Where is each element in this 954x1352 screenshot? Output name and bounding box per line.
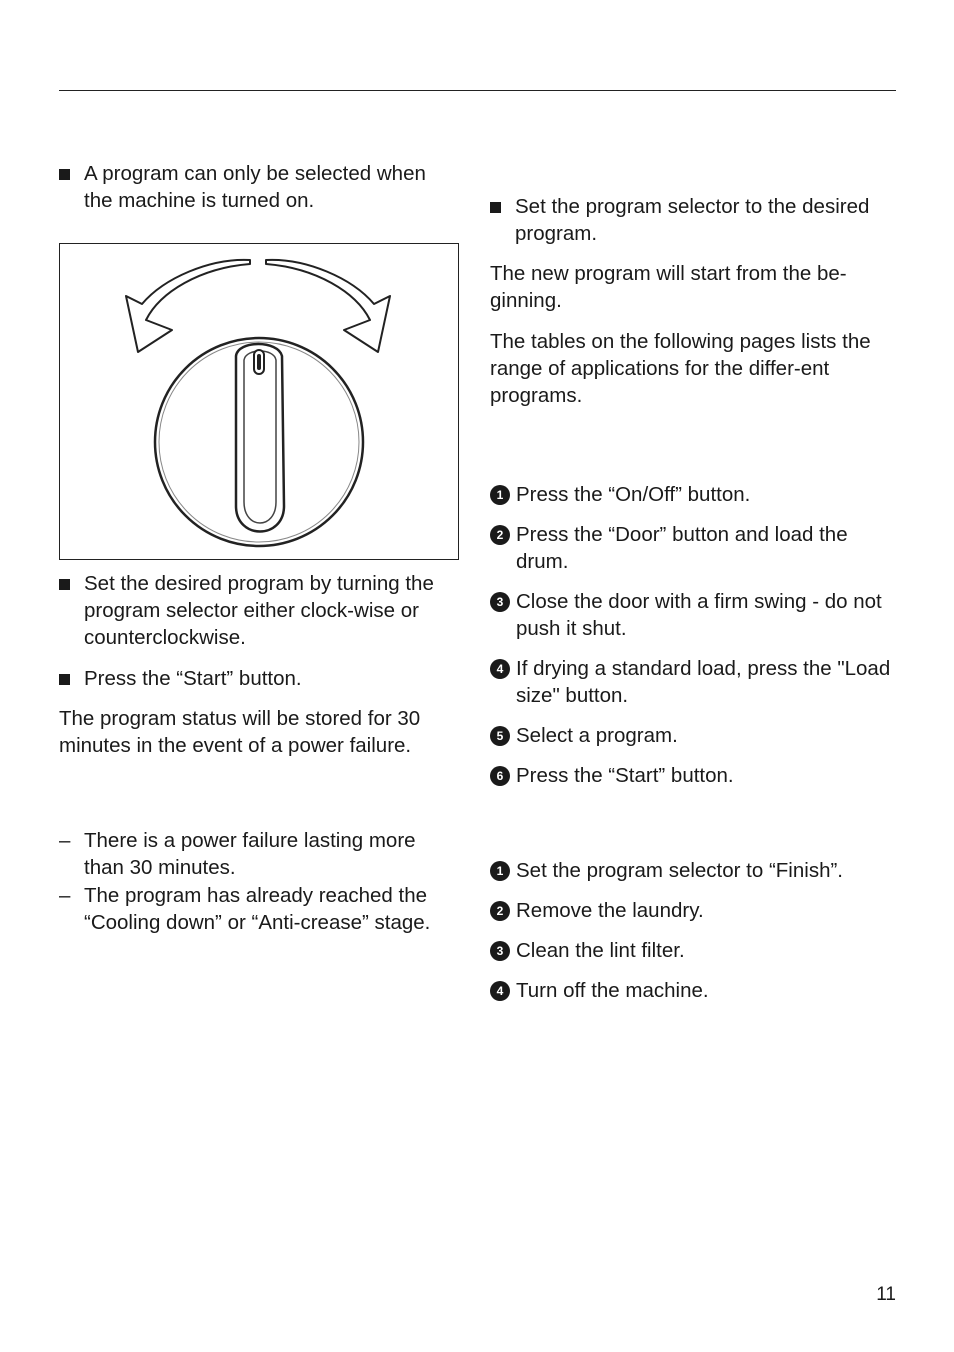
new-program-note: The new program will start from the be-ginning. — [490, 262, 847, 312]
step-number-icon: 1 — [490, 861, 510, 881]
bullet-square-icon — [59, 169, 70, 180]
step-text: Select a program. — [516, 724, 678, 747]
program-selector-figure — [59, 243, 459, 560]
bullet-change-program — [490, 193, 896, 247]
right-column — [490, 193, 896, 1004]
bullet-start — [59, 665, 459, 692]
bullet-intro — [59, 160, 459, 214]
step-text: Press the “Start” button. — [516, 764, 734, 787]
step-number-icon: 1 — [490, 485, 510, 505]
step-item — [490, 521, 896, 575]
end-steps-list — [490, 857, 896, 1004]
page-number: 11 — [876, 1284, 896, 1305]
step-text: Press the “Door” button and load the drum. — [516, 523, 848, 573]
step-text: Remove the laundry. — [516, 899, 704, 922]
step-text: Close the door with a firm swing - do not push it shut. — [516, 590, 882, 640]
step-item — [490, 655, 896, 709]
step-item — [490, 481, 896, 508]
dash-item — [59, 882, 459, 936]
step-text: Clean the lint filter. — [516, 939, 685, 962]
dash-marker: – — [59, 884, 71, 907]
dash-marker: – — [59, 829, 71, 852]
step-text: Set the program selector to “Finish”. — [516, 859, 843, 882]
step-item — [490, 977, 896, 1004]
change-program-text: Set the program selector to the desired program. — [515, 195, 870, 245]
step-number-icon: 4 — [490, 981, 510, 1001]
step-number-icon: 4 — [490, 659, 510, 679]
header-rule — [59, 90, 896, 91]
step-number-icon: 3 — [490, 592, 510, 612]
step-item — [490, 762, 896, 789]
bullet-square-icon — [59, 674, 70, 685]
tables-note: The tables on the following pages lists the range of applications for the differ-ent programs. — [490, 330, 871, 407]
intro-text: A program can only be selected when the machine is turned on. — [84, 162, 426, 212]
bullet-square-icon — [59, 579, 70, 590]
bullet-square-icon — [490, 202, 501, 213]
program-selector-dial-icon — [60, 244, 457, 558]
step-number-icon: 3 — [490, 941, 510, 961]
step-item — [490, 722, 896, 749]
step-text: Press the “On/Off” button. — [516, 483, 751, 506]
step-item — [490, 897, 896, 924]
left-column-lower — [59, 570, 459, 936]
step-number-icon: 6 — [490, 766, 510, 786]
step-item — [490, 857, 896, 884]
step-number-icon: 2 — [490, 901, 510, 921]
status-note: The program status will be stored for 30 minutes in the event of a power failure. — [59, 707, 421, 757]
step-text: If drying a standard load, press the "Load size" button. — [516, 657, 891, 707]
start-text: Press the “Start” button. — [84, 667, 302, 690]
dash-text: There is a power failure lasting more than 30 minutes. — [84, 829, 416, 879]
step-item — [490, 588, 896, 642]
step-number-icon: 5 — [490, 726, 510, 746]
dash-list — [59, 827, 459, 936]
set-program-text: Set the desired program by turning the program selector either clock-wise or counterclockwise. — [84, 572, 434, 649]
step-number-icon: 2 — [490, 525, 510, 545]
step-item — [490, 937, 896, 964]
bullet-set-program — [59, 570, 459, 651]
dash-text: The program has already reached the “Cooling down” or “Anti-crease” stage. — [84, 884, 431, 934]
dash-item — [59, 827, 459, 881]
start-steps-list — [490, 481, 896, 789]
left-column — [59, 160, 459, 214]
step-text: Turn off the machine. — [516, 979, 709, 1002]
